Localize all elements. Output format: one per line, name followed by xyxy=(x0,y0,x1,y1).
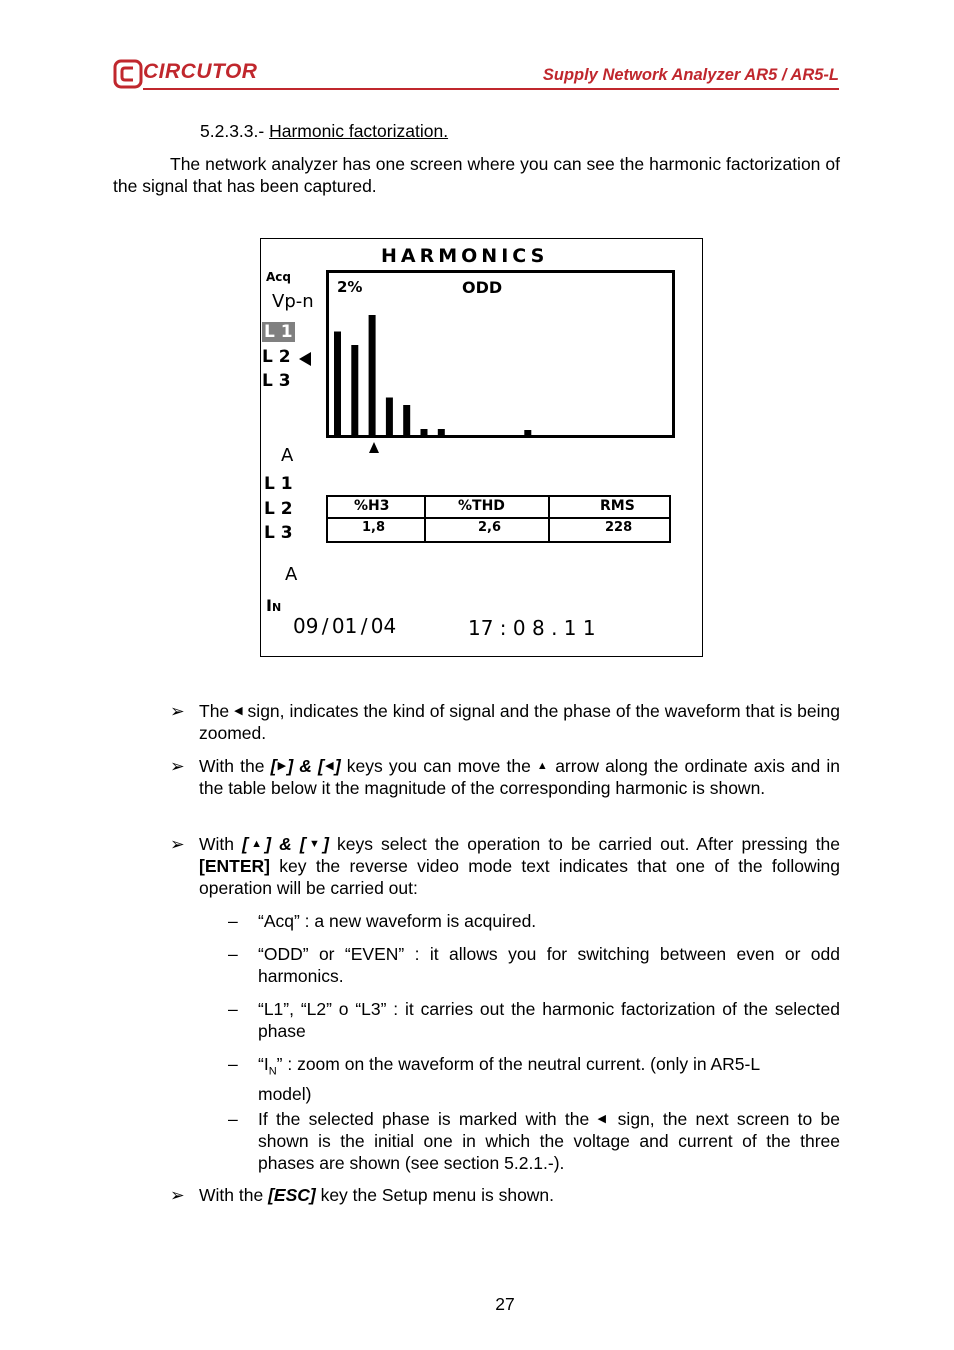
section-number: 5.2.3.3.- xyxy=(200,121,265,141)
left-sign-icon: ◀ xyxy=(597,1113,610,1125)
screen-title: HARMONICS xyxy=(381,245,549,267)
dash-marker: – xyxy=(228,911,238,931)
table-value-h3: 1,8 xyxy=(362,520,386,535)
bullet-marker: ➢ xyxy=(170,756,185,776)
table-value-thd: 2,6 xyxy=(478,520,502,535)
section-heading xyxy=(200,121,448,142)
up-key-icon: ▲ xyxy=(247,838,266,850)
enter-key: [ENTER] xyxy=(199,856,270,876)
header-rule xyxy=(143,88,839,90)
harmonic-bar-12 xyxy=(524,430,531,435)
phase-l3: L 3 xyxy=(262,371,291,391)
unit-a-top: A xyxy=(281,445,294,466)
phase-l1-selected: L 1 xyxy=(264,322,293,342)
phase-l2: L 2 xyxy=(262,347,291,367)
measure-label: Vp-n xyxy=(272,291,314,312)
harmonic-bar-2 xyxy=(351,345,358,435)
left-key-icon: ◀ xyxy=(323,760,335,772)
bullet-move-arrow: ➢ With the [▶] & [◀] keys you can move the ▲ arrow along the ordinate axis and in the table below it the magnitude of the corresponding harmonic is shown. xyxy=(170,756,840,798)
harmonics-screen xyxy=(260,238,703,657)
bullet-marker: ➢ xyxy=(170,834,185,854)
table-header-rms: RMS xyxy=(600,498,635,514)
acq-label: Acq xyxy=(266,270,291,284)
dash-marker: – xyxy=(228,1109,238,1129)
brand-name: CIRCUTOR xyxy=(143,60,258,83)
bullet-esc: ➢ With the [ESC] key the Setup menu is shown. xyxy=(170,1185,555,1205)
harmonic-bar-5 xyxy=(403,405,410,435)
harmonic-table xyxy=(326,495,671,543)
down-key-icon: ▼ xyxy=(305,838,324,850)
page-number: 27 xyxy=(495,1294,515,1314)
bullet-select-operation: ➢ With [▲] & [▼] keys select the operation to be carried out. After pressing the [ENTER] key the reverse video mode text indicates that one of the following operation will be carried out: xyxy=(170,834,841,898)
dash-marker: – xyxy=(228,1054,238,1074)
screen-time: 17 : 0 8 . 1 1 xyxy=(468,616,596,640)
up-arrow-icon: ▲ xyxy=(536,760,550,772)
screen-date: 09 / 01 / 04 xyxy=(293,614,397,638)
bullet-marker: ➢ xyxy=(170,1185,185,1205)
header-title: Supply Network Analyzer AR5 / AR5-L xyxy=(542,66,839,84)
harmonic-bar-3 xyxy=(369,315,376,435)
chart-scale-label: 2% xyxy=(337,278,363,296)
bullet-marker: ➢ xyxy=(170,701,185,721)
harmonic-bar-6 xyxy=(421,429,428,435)
unit-a-bottom: A xyxy=(285,564,298,585)
neutral-label: IN xyxy=(266,596,282,615)
table-header-h3: %H3 xyxy=(354,498,390,514)
harmonic-bar-7 xyxy=(438,429,445,435)
harmonic-bar-1 xyxy=(334,332,341,436)
phase-l3-current: L 3 xyxy=(264,523,293,543)
harmonic-bar-4 xyxy=(386,398,393,436)
phase-l1-current: L 1 xyxy=(264,474,293,494)
chart-mode-label: ODD xyxy=(462,278,503,297)
section-title: Harmonic factorization. xyxy=(269,121,449,141)
dash-marker: – xyxy=(228,999,238,1019)
intro-paragraph: The network analyzer has one screen where you can see the harmonic factorization of the signal that has been captured. xyxy=(113,154,840,196)
table-header-thd: %THD xyxy=(458,498,505,514)
right-key-icon: ▶ xyxy=(276,760,288,772)
phase-l2-current: L 2 xyxy=(264,499,293,519)
harmonic-cursor-arrow-icon xyxy=(368,442,380,454)
esc-key: [ESC] xyxy=(268,1185,316,1205)
left-sign-icon: ◀ xyxy=(234,705,243,717)
left-pointer-icon xyxy=(298,351,312,367)
bullet-signal-sign: ➢ The ◀ sign, indicates the kind of signal and the phase of the waveform that is being zoomed. xyxy=(170,701,840,743)
dash-marker: – xyxy=(228,944,238,964)
table-value-rms: 228 xyxy=(605,520,633,535)
